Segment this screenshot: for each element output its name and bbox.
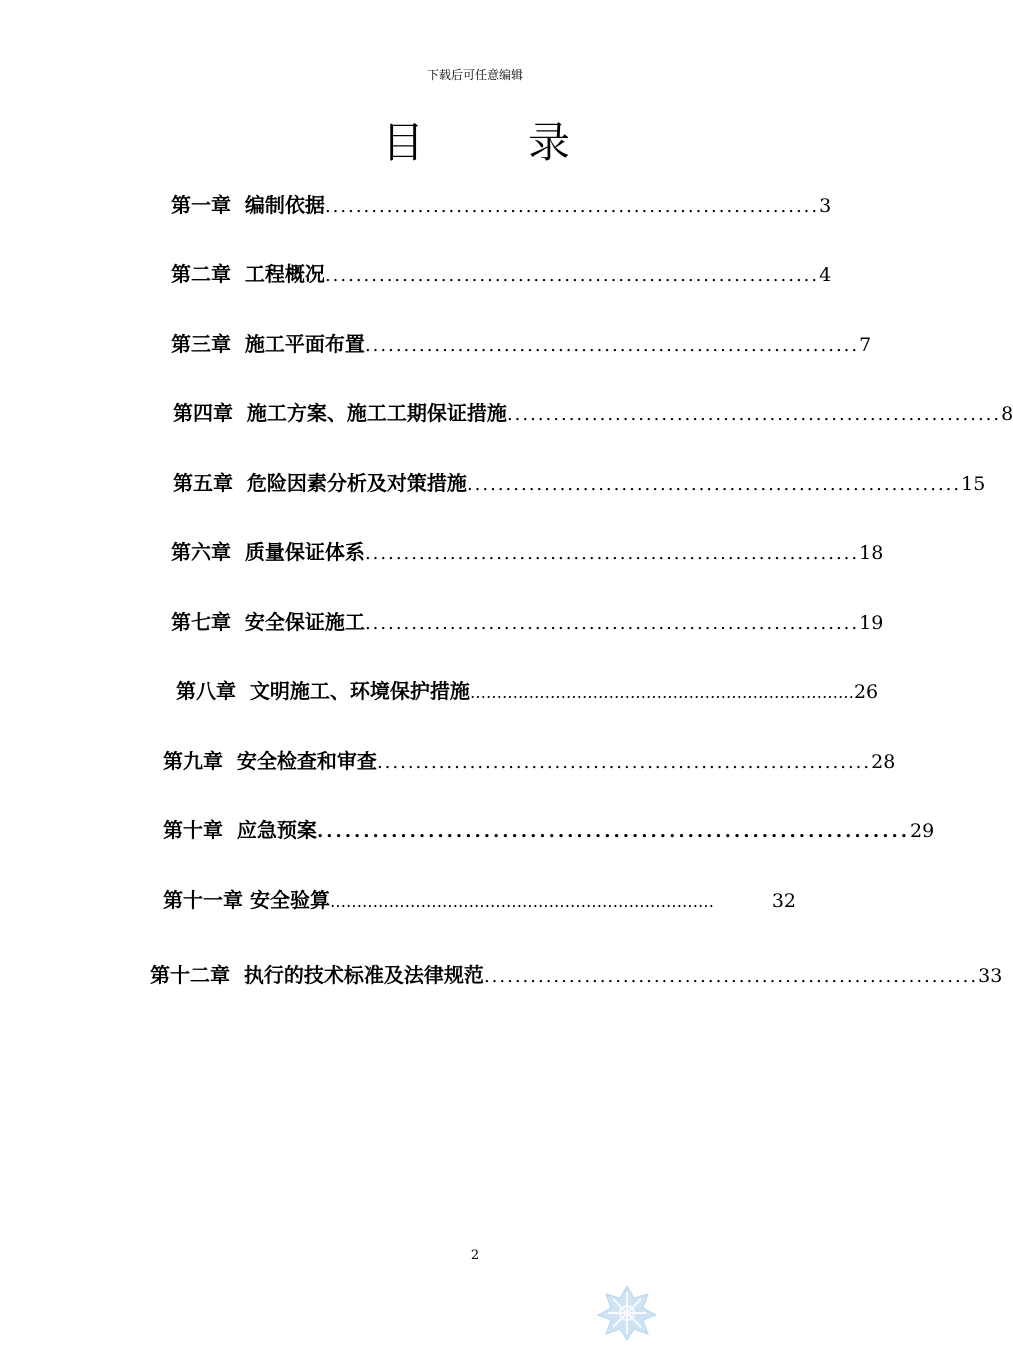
toc-item-page: 3 [819,195,832,217]
toc-item-page: 29 [910,820,935,842]
toc-item-leader: ................................................................ [364,613,860,634]
toc-item-10[interactable] [163,815,935,845]
toc-item-11[interactable] [163,885,796,915]
toc-item-leader: ................................................................ [466,474,962,495]
toc-item-page: 28 [871,751,896,773]
toc-item-leader: ................................................................ [364,335,860,356]
toc-item-leader: ................................................................ [324,265,820,286]
title-right-char: 录 [528,118,571,167]
toc-item-9[interactable] [163,746,896,776]
toc-item-leader: ................................................................ [316,821,910,842]
toc-item-page: 33 [978,965,1003,987]
toc-item-1[interactable] [171,190,832,220]
toc-item-2[interactable] [171,259,832,289]
toc-item-label: 第三章 施工平面布置 [171,332,365,356]
toc-item-label: 第十章 应急预案 [163,818,317,842]
toc-item-label: 第十一章 安全验算 [163,888,330,912]
toc-item-leader: ................................................................ [324,196,820,217]
toc-item-label: 第二章 工程概况 [171,262,325,286]
toc-item-leader: ……………………………………………………………… [329,892,714,911]
toc-item-label: 第十二章 执行的技术标准及法律规范 [150,963,484,987]
title-left-char: 目 [382,118,425,167]
toc-item-page: 26 [853,681,879,703]
page-title [0,118,950,174]
toc-item-page: 32 [771,890,796,912]
toc-item-page: 19 [859,612,884,634]
toc-item-leader: ……………………………………………………………… [469,683,854,702]
toc-item-label: 第六章 质量保证体系 [171,540,365,564]
toc-item-label: 第七章 安全保证施工 [171,610,365,634]
toc-item-3[interactable] [171,329,872,359]
toc-item-label: 第五章 危险因素分析及对策措施 [173,471,467,495]
toc-item-page: 7 [859,334,872,356]
toc-item-label: 第九章 安全检查和审查 [163,749,377,773]
toc-item-5[interactable] [173,468,986,498]
toc-item-leader: ................................................................ [483,966,979,987]
toc-item-page: 4 [819,264,832,286]
toc-item-12[interactable] [150,960,1003,990]
toc-item-label: 第八章 文明施工、环境保护措施 [176,679,470,703]
toc-item-label: 第一章 编制依据 [171,193,325,217]
toc-item-label: 第四章 施工方案、施工工期保证措施 [173,401,507,425]
header-note: 下载后可任意编辑 [426,68,523,82]
toc-item-leader: ................................................................ [506,404,1002,425]
toc-item-7[interactable] [171,607,884,637]
snowflake-icon [596,1284,658,1342]
toc-item-8[interactable] [176,676,879,706]
toc-item-page: 15 [961,473,986,495]
toc-item-page: 8 [1001,403,1013,425]
toc-item-leader: ................................................................ [376,752,872,773]
toc-item-6[interactable] [171,537,884,567]
toc-item-4[interactable] [173,398,1013,428]
page-number: 2 [470,1248,480,1263]
toc-item-page: 18 [859,542,884,564]
toc-item-leader: ................................................................ [364,543,860,564]
